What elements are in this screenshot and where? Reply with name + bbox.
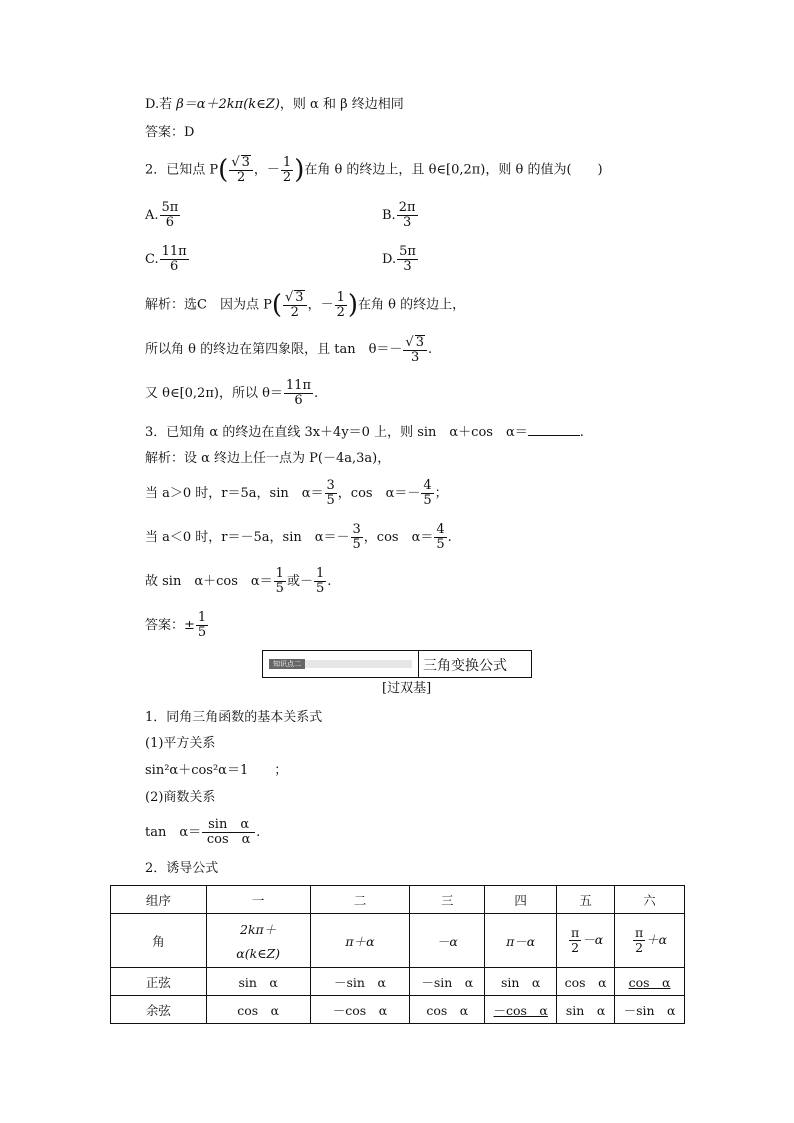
table-header-row <box>111 886 685 914</box>
header-cell: 五 <box>557 886 615 914</box>
pythagorean-identity: sin²α＋cos²α＝1 ； <box>145 763 288 778</box>
table-cell: cos α <box>557 968 615 996</box>
row-label: 正弦 <box>111 968 207 996</box>
option-d-label: D.若 <box>145 97 177 112</box>
induction-formula-table <box>110 885 685 1024</box>
table-cell: π－α <box>485 914 557 968</box>
table-row-sine <box>111 968 685 996</box>
option-d-formula: β＝α＋2kπ(k∈Z) <box>176 97 280 112</box>
table-cell: cos α <box>615 968 685 996</box>
answer-blank <box>528 423 580 436</box>
frac-1-over-2: $\frac{1}{2}$ <box>282 154 292 185</box>
table-cell: 2kπ＋ α(k∈Z) <box>206 914 310 968</box>
table-cell: －sin α <box>615 996 685 1024</box>
header-cell: 六 <box>615 886 685 914</box>
frac-sqrt3-over-2: $\frac{√ 3}{2}$ <box>229 155 253 185</box>
option-d-line <box>145 96 404 114</box>
choice-c: C. $\frac{11\pi}{6}$ <box>145 244 187 274</box>
right-paren: ) <box>294 155 305 185</box>
option-d-text: ，则 α 和 β 终边相同 <box>279 97 404 112</box>
question-3: 3．已知角 α 的终边在直线 3x＋4y＝0 上，则 sin α＋cos α＝ . <box>145 425 584 440</box>
heading-2: 2．诱导公式 <box>145 861 219 876</box>
section-subtitle: [过双基] <box>382 681 432 696</box>
heading-1: 1．同角三角函数的基本关系式 <box>145 710 323 725</box>
heading-1-2: (2)商数关系 <box>145 790 216 805</box>
table-cell: cos α <box>410 996 485 1024</box>
table-cell: $\frac{\pi}{2}$ －α <box>557 914 615 968</box>
solution-2-line-3: 又 θ∈[0,2π)，所以 θ＝ $\frac{11\pi}{6}$ . <box>145 378 319 408</box>
answer-3: 答案：± $\frac{1}{5}$ <box>145 610 207 640</box>
solution-3-line-4: 故 sin α＋cos α＝ $\frac{1}{5}$ 或－ $\frac{1}{5}$ . <box>145 566 332 596</box>
q2-suffix: 在角 θ 的终边上，且 θ∈[0,2π)，则 θ 的值为( ) <box>304 162 603 178</box>
table-row-angle <box>111 914 685 968</box>
quotient-identity: tan α＝ $\frac{\text{sin α}}{\text{cos α}}$ . <box>145 817 261 847</box>
section-banner <box>262 650 532 678</box>
choice-d: D. $\frac{5\pi}{3}$ <box>382 244 416 274</box>
row-label: 角 <box>111 914 207 968</box>
table-cell: －sin α <box>310 968 410 996</box>
banner-left <box>263 651 419 677</box>
table-cell: sin α <box>206 968 310 996</box>
table-cell: －α <box>410 914 485 968</box>
row-label: 余弦 <box>111 996 207 1024</box>
heading-1-1: (1)平方关系 <box>145 736 216 751</box>
header-cell: 一 <box>206 886 310 914</box>
table-cell: －sin α <box>410 968 485 996</box>
solution-2-line-2: 所以角 θ 的终边在第四象限，且 tan θ＝－ $\frac{√ 3}{3}$ . <box>145 334 433 365</box>
header-cell: 三 <box>410 886 485 914</box>
header-cell: 二 <box>310 886 410 914</box>
table-cell: －cos α <box>485 996 557 1024</box>
table-cell: sin α <box>557 996 615 1024</box>
choice-a: A. $\frac{5\pi}{6}$ <box>145 200 179 230</box>
banner-badge: 知识点二 <box>269 659 305 669</box>
header-cell: 四 <box>485 886 557 914</box>
solution-3-line-2: 当 a＞0 时，r＝5a，sin α＝ $\frac{3}{5}$ ，cos α＝－ $\frac{4}{5}$ ； <box>145 478 448 508</box>
answer-1: 答案：D <box>145 125 195 140</box>
question-2: 2．已知点 P( $\frac{√ 3}{2}$ ，－ $\frac{1}{2}$ )在角 θ 的终边上，且 θ∈[0,2π)，则 θ 的值为( ) <box>145 154 603 185</box>
banner-title: 三角变换公式 <box>423 658 507 674</box>
solution-3-line-3: 当 a＜0 时，r＝－5a，sin α＝－ $\frac{3}{5}$ ，cos α＝ $\frac{4}{5}$ . <box>145 522 452 552</box>
table-cell: π＋α <box>310 914 410 968</box>
table-cell: －cos α <box>310 996 410 1024</box>
q2-prefix: 2．已知点 P <box>145 162 219 178</box>
solution-2-line-1: 解析：选C 因为点 P( $\frac{√ 3}{2}$ ，－ $\frac{1}{2}$ )在角 θ 的终边上， <box>145 289 466 320</box>
table-cell: cos α <box>206 996 310 1024</box>
header-cell: 组序 <box>111 886 207 914</box>
left-paren: ( <box>218 155 229 185</box>
table-cell: sin α <box>485 968 557 996</box>
table-cell: $\frac{\pi}{2}$ ＋α <box>615 914 685 968</box>
table-row-cosine <box>111 996 685 1024</box>
solution-3-line-1: 解析：设 α 终边上任一点为 P(－4a,3a)， <box>145 451 391 466</box>
choice-b: B. $\frac{2\pi}{3}$ <box>382 200 416 230</box>
